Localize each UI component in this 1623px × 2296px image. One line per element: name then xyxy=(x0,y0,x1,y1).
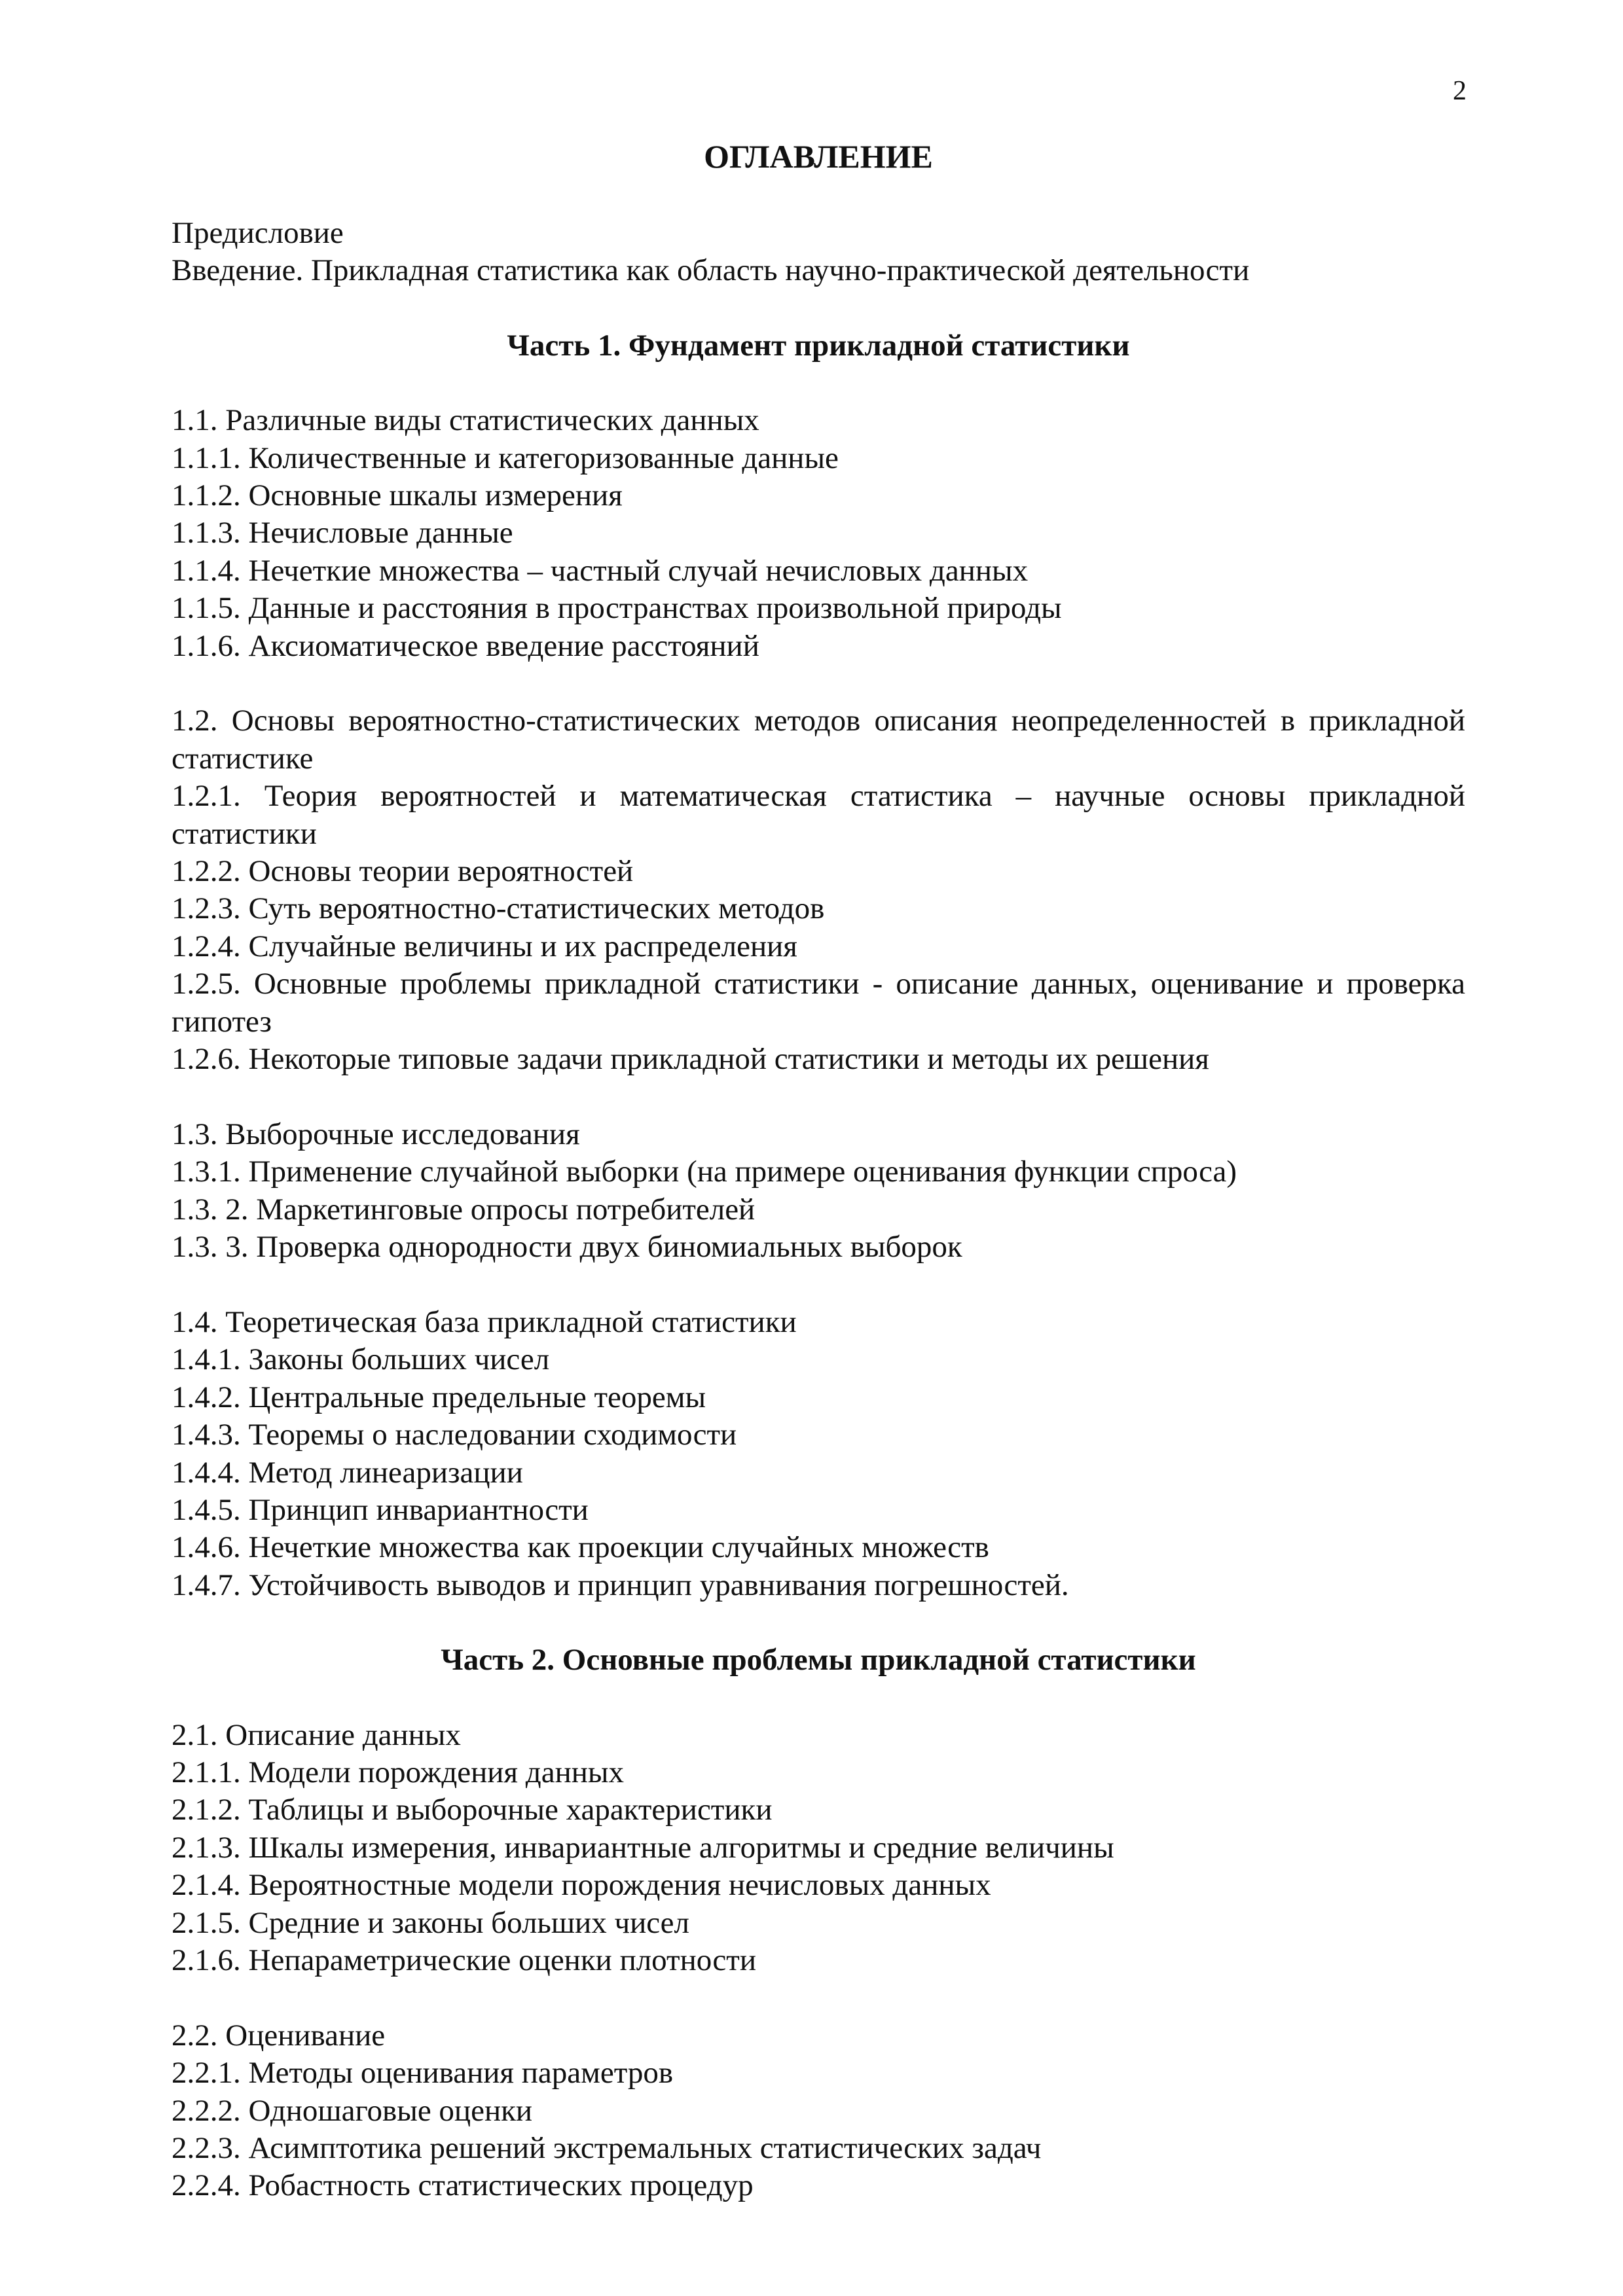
toc-entry: 1.1.5. Данные и расстояния в пространствах произвольной природы xyxy=(172,591,1062,626)
section-1-2 xyxy=(172,702,1465,1078)
toc-entry: 1.4.3. Теоремы о наследовании сходимости xyxy=(172,1418,737,1452)
section-1-1 xyxy=(172,402,1465,665)
section-2-2 xyxy=(172,2017,1465,2205)
part-2-heading: Часть 2. Основные проблемы прикладной статистики xyxy=(441,1643,1196,1677)
toc-entry: 1.1.4. Нечеткие множества – частный случай нечисловых данных xyxy=(172,553,1029,588)
toc-entry: 2.1.6. Непараметрические оценки плотности xyxy=(172,1943,756,1978)
part-1-heading: Часть 1. Фундамент прикладной статистики xyxy=(507,328,1130,363)
toc-entry: 1.2.6. Некоторые типовые задачи прикладной статистики и методы их решения xyxy=(172,1042,1209,1077)
toc-entry: 1.4.7. Устойчивость выводов и принцип уравнивания погрешностей. xyxy=(172,1568,1069,1602)
table-of-contents xyxy=(172,137,1465,2205)
toc-entry: 2.2. Оценивание xyxy=(172,2018,386,2053)
toc-entry: 2.2.3. Асимптотика решений экстремальных статистических задач xyxy=(172,2131,1042,2166)
toc-entry: 1.2. Основы вероятностно-статистических методов описания неопределенностей в прикладной статистике xyxy=(172,704,1465,776)
toc-entry: 1.4.2. Центральные предельные теоремы xyxy=(172,1380,706,1414)
toc-entry: 1.1.1. Количественные и категоризованные данные xyxy=(172,440,839,475)
toc-entry: 2.2.1. Методы оценивания параметров xyxy=(172,2056,674,2090)
toc-entry: 2.1.2. Таблицы и выборочные характеристики xyxy=(172,1793,773,1827)
toc-entry: 1.4.5. Принцип инвариантности xyxy=(172,1492,589,1527)
toc-title: ОГЛАВЛЕНИЕ xyxy=(704,138,933,175)
toc-entry: 2.1.4. Вероятностные модели порождения нечисловых данных xyxy=(172,1868,991,1903)
toc-entry: 2.2.2. Одношаговые оценки xyxy=(172,2093,533,2128)
page-number: 2 xyxy=(1453,76,1467,106)
toc-entry: 1.1.6. Аксиоматическое введение расстояний xyxy=(172,628,759,663)
toc-entry: 2.1.5. Средние и законы больших чисел xyxy=(172,1905,689,1940)
toc-entry: 1.2.4. Случайные величины и их распределения xyxy=(172,929,797,963)
toc-entry: 1.3.1. Применение случайной выборки (на примере оценивания функции спроса) xyxy=(172,1155,1237,1189)
toc-entry: 1.3. Выборочные исследования xyxy=(172,1117,580,1151)
toc-intro xyxy=(172,215,1465,290)
toc-entry: 1.2.2. Основы теории вероятностей xyxy=(172,854,634,889)
toc-entry: 1.4.1. Законы больших чисел xyxy=(172,1342,550,1377)
toc-entry: 2.2.4. Робастность статистических процедур xyxy=(172,2168,754,2203)
toc-entry: 1.1.3. Нечисловые данные xyxy=(172,516,513,550)
section-2-1 xyxy=(172,1717,1465,1980)
section-1-4 xyxy=(172,1304,1465,1604)
section-1-3 xyxy=(172,1116,1465,1266)
toc-entry-introduction: Введение. Прикладная статистика как область научно-практической деятельности xyxy=(172,253,1250,288)
toc-entry: 1.3. 2. Маркетинговые опросы потребителей xyxy=(172,1192,756,1227)
toc-entry: 1.2.3. Суть вероятностно-статистических методов xyxy=(172,891,825,926)
toc-entry: 1.4.6. Нечеткие множества как проекции случайных множеств xyxy=(172,1530,989,1565)
toc-entry: 1.2.1. Теория вероятностей и математическая статистика – научные основы прикладной статистики xyxy=(172,779,1465,851)
toc-entry: 1.4. Теоретическая база прикладной статистики xyxy=(172,1304,797,1339)
toc-entry: 2.1.1. Модели порождения данных xyxy=(172,1755,624,1789)
toc-entry: 1.1.2. Основные шкалы измерения xyxy=(172,478,623,513)
toc-entry: 2.1.3. Шкалы измерения, инвариантные алгоритмы и средние величины xyxy=(172,1830,1114,1865)
toc-entry-preface: Предисловие xyxy=(172,216,344,250)
toc-entry: 1.2.5. Основные проблемы прикладной статистики - описание данных, оценивание и проверка гипотез xyxy=(172,967,1465,1039)
toc-entry: 2.1. Описание данных xyxy=(172,1717,461,1752)
toc-entry: 1.3. 3. Проверка однородности двух биномиальных выборок xyxy=(172,1230,962,1265)
toc-entry: 1.1. Различные виды статистических данных xyxy=(172,403,759,438)
toc-entry: 1.4.4. Метод линеаризации xyxy=(172,1455,523,1490)
